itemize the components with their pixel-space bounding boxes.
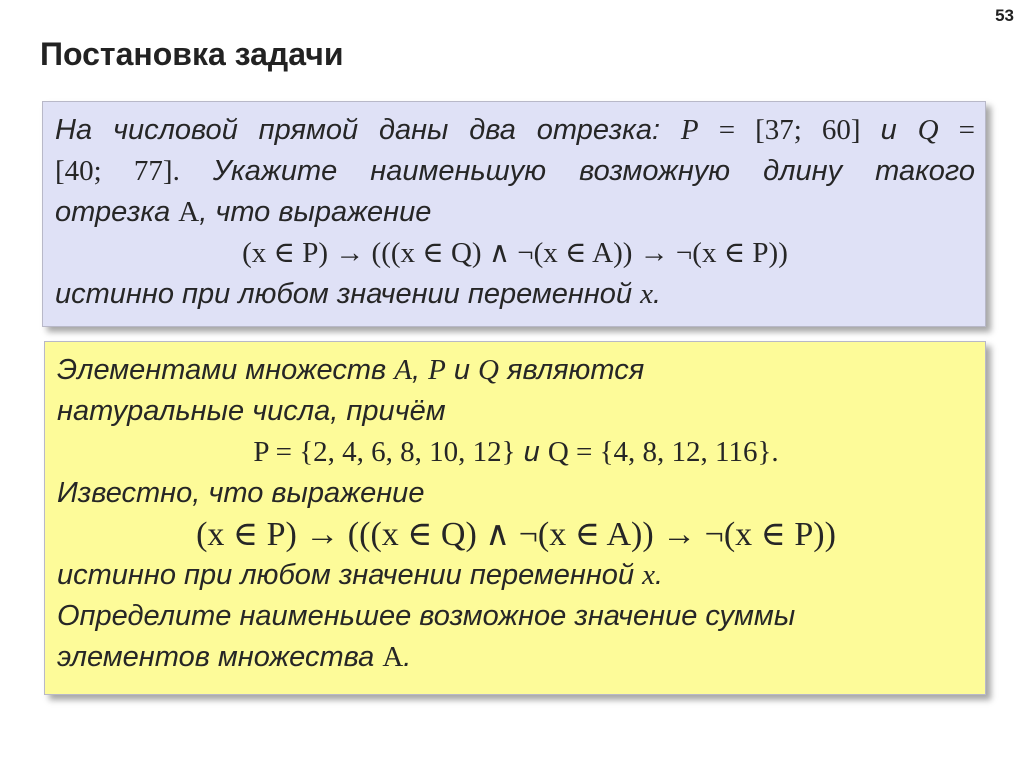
var-q: Q — [478, 354, 499, 386]
dot: . — [403, 641, 412, 673]
problem-1-box — [42, 101, 986, 327]
slide-title: Постановка задачи — [40, 36, 344, 72]
problem-1-line-2 — [55, 151, 975, 192]
problem-2-line-6 — [57, 555, 975, 596]
comma: , — [411, 354, 429, 386]
text: отрезка — [55, 196, 179, 228]
text: натуральные числа, причём — [57, 395, 446, 427]
text: элементов множества — [57, 641, 383, 673]
sets-line — [57, 432, 975, 473]
text: истинно при любом значении переменной — [55, 278, 641, 310]
conj: и — [445, 354, 479, 386]
text: являются — [498, 354, 645, 386]
problem-2-line-7 — [57, 596, 975, 637]
equals: = — [938, 114, 976, 146]
var-p: P — [680, 114, 699, 146]
text: , что выражение — [199, 196, 432, 228]
interval-p: = [37; 60] — [698, 114, 881, 146]
text: Определите наименьшее возможное значение суммы — [57, 600, 796, 632]
problem-2-formula: (x ∈ P) → (((x ∈ Q) ∧ ¬(x ∈ A)) → ¬(x ∈ P)) — [196, 516, 836, 553]
problem-2-line-4 — [57, 473, 975, 514]
problem-2-line-8 — [57, 637, 975, 678]
text: Укажите наименьшую возможную длину такого — [179, 155, 975, 187]
set-q: Q = {4, 8, 12, 116}. — [547, 436, 779, 468]
text: Известно, что выражение — [57, 477, 425, 509]
conj: и — [515, 436, 548, 468]
dot: . — [653, 278, 662, 310]
text: На числовой прямой даны два отрезка: — [55, 114, 681, 146]
conj: и — [880, 114, 897, 146]
var-q: Q — [917, 114, 939, 146]
var-a: A — [178, 196, 200, 228]
problem-2-line-2 — [57, 391, 975, 432]
problem-1-formula: (x ∈ P) → (((x ∈ Q) ∧ ¬(x ∈ A)) → ¬(x ∈ P)) — [242, 237, 788, 269]
var-a: A — [382, 641, 404, 673]
problem-1-line-1 — [55, 110, 975, 151]
var-p: P — [428, 354, 446, 386]
var-x: x — [642, 559, 656, 591]
text: истинно при любом значении переменной — [57, 559, 643, 591]
interval-q: [40; 77]. — [55, 155, 180, 187]
problem-2-line-1 — [57, 350, 975, 391]
set-p: P = {2, 4, 6, 8, 10, 12} — [253, 436, 516, 468]
dot: . — [655, 559, 664, 591]
var-a: A — [394, 354, 412, 386]
text: Элементами множеств — [57, 354, 395, 386]
problem-1-line-3 — [55, 192, 975, 233]
var-x: x — [640, 278, 654, 310]
problem-1-line-5 — [55, 274, 975, 315]
page-number: 53 — [995, 6, 1014, 25]
problem-2-box — [44, 341, 986, 695]
